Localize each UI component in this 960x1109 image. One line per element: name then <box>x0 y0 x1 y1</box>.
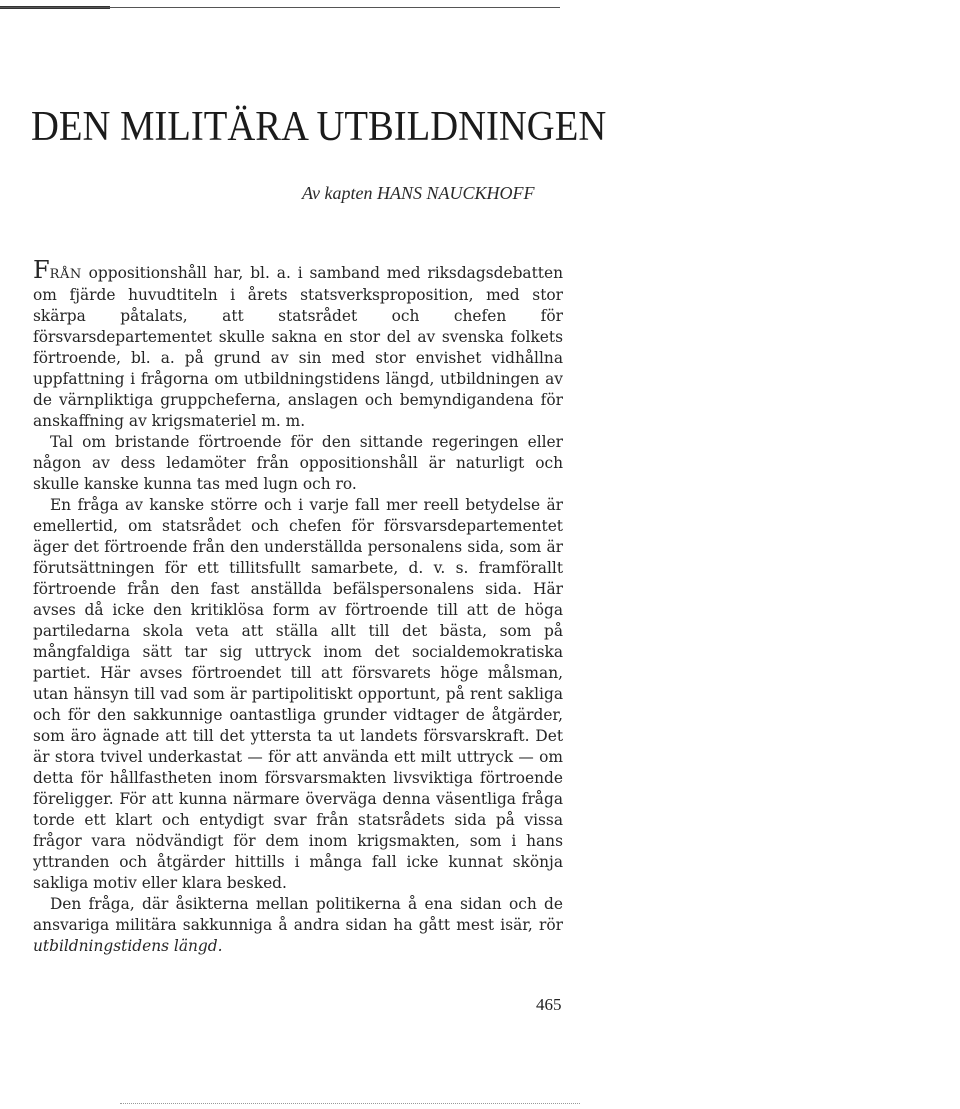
paragraph-4-italic: utbildningstidens längd. <box>33 937 223 955</box>
bottom-rule <box>120 1103 580 1104</box>
paragraph-2: Tal om bristande förtroende för den sittande regeringen eller någon av dess ledamöter från oppositionshåll är naturligt och skulle kanske kunna tas med lugn och ro. <box>33 433 563 493</box>
top-rule <box>0 7 560 8</box>
paragraph-1-text: oppositionshåll har, bl. a. i samband med riksdagsdebatten om fjärde huvudtiteln i årets statsverksproposition, med stor skärpa påtalats, att statsrådet och chefen för försvarsdepartementet skulle sakna en stor del av svenska folkets förtroende, bl. a. på grund av sin med stor envishet vidhållna uppfattning i frågorna om utbildningstidens längd, utbildningen av de värnpliktiga gruppcheferna, anslagen och bemyndigandena för anskaffning av krigsmateriel m. m. <box>33 264 563 430</box>
article-title: DEN MILITÄRA UTBILDNINGEN <box>31 104 607 150</box>
opening-smallcaps: RÅN <box>49 267 82 282</box>
paragraph-4-text: Den fråga, där åsikterna mellan politikerna å ena sidan och de ansvariga militära sakkunniga å andra sidan ha gått mest isär, rör <box>33 895 563 934</box>
page-number: 465 <box>536 995 562 1014</box>
article-body <box>33 256 563 957</box>
drop-cap: F <box>33 256 50 284</box>
byline-author: HANS NAUCKHOFF <box>376 183 535 203</box>
paragraph-1 <box>33 256 563 432</box>
byline-prefix: Av kapten <box>302 183 373 203</box>
paragraph-3: En fråga av kanske större och i varje fall mer reell betydelse är emellertid, om statsrådet och chefen för försvarsdepartementet äger det förtroende från den underställda personalens sida, som är förutsättningen för ett tillitsfullt samarbete, d. v. s. framförallt förtroende från den fast anställda befälspersonalens sida. Här avses då icke den kritiklösa form av förtroende till att de höga partiledarna skola veta att ställa allt till det bästa, som på mångfaldiga sätt tar sig uttryck inom det socialdemokratiska partiet. Här avses förtroendet till att försvarets höge målsman, utan hänsyn till vad som är partipolitiskt opportunt, på rent sakliga och för den sakkunnige oantastliga grunder vidtager de åtgärder, som äro ägnade att till det yttersta ta ut landets försvarskraft. Det är stora tvivel underkastat — för att använda ett milt uttryck — om detta för hållfastheten inom försvarsmakten livsviktiga förtroende föreligger. För att kunna närmare överväga denna väsentliga fråga torde ett klart och entydigt svar från statsrådets sida på vissa frågor vara nödvändigt för dem inom krigsmakten, som i hans yttranden och åtgärder hittills i många fall icke kunnat skönja sakliga motiv eller klara besked. <box>33 496 563 892</box>
byline <box>302 183 534 204</box>
paragraph-4 <box>33 894 563 957</box>
